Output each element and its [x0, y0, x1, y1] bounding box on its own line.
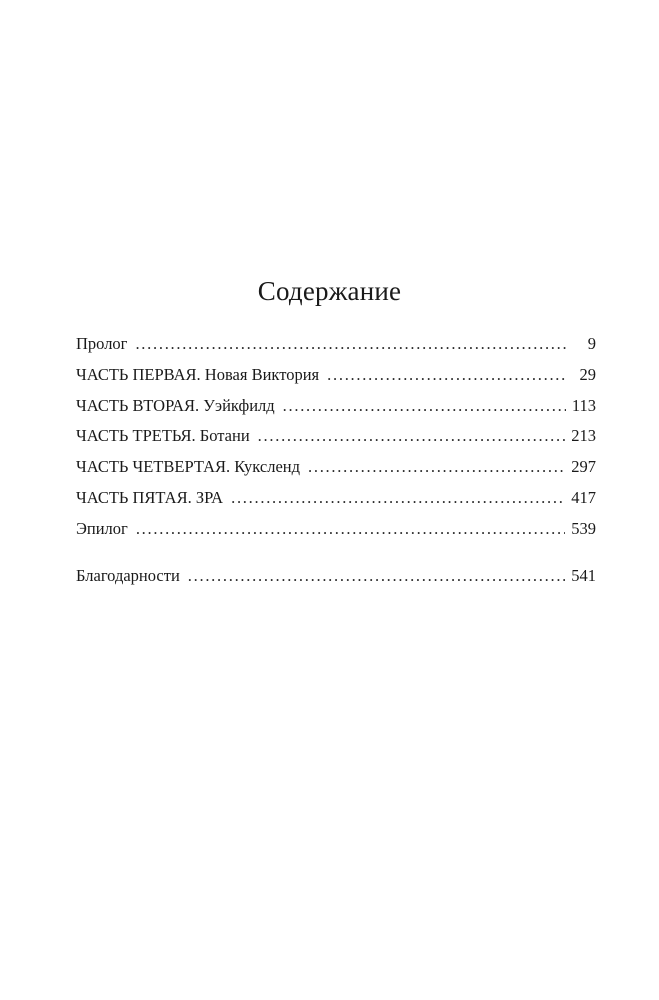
toc-entry-label: Благодарности	[76, 565, 180, 585]
dot-leader	[283, 391, 566, 422]
toc-entry-label: ЧАСТЬ ТРЕТЬЯ. Ботани	[76, 426, 250, 446]
toc-entry-prologue	[76, 329, 596, 360]
page-title: Содержание	[257, 276, 402, 306]
toc-entry-label: Эпилог	[76, 518, 128, 538]
toc-entry-label: ЧАСТЬ ПЕРВАЯ. Новая Виктория	[76, 364, 320, 384]
toc-entry-label: ЧАСТЬ ЧЕТВЕРТАЯ. Куксленд	[76, 457, 300, 477]
toc-entry-label: ЧАСТЬ ВТОРАЯ. Уэйкфилд	[76, 395, 275, 415]
toc-entry-part-two	[76, 391, 596, 422]
dot-leader	[136, 514, 565, 545]
dot-leader	[327, 360, 568, 391]
toc-entry-part-one	[76, 360, 596, 391]
dot-leader	[188, 561, 565, 592]
toc-entry-label: ЧАСТЬ ПЯТАЯ. ЗРА	[76, 487, 224, 507]
dot-leader	[231, 483, 565, 514]
toc-entry-part-three	[76, 421, 596, 452]
toc-entry-acknowledgements	[76, 561, 596, 592]
toc-entry-part-five	[76, 483, 596, 514]
toc-entry-page-number: 539	[571, 518, 596, 538]
toc-entry-page-number: 113	[571, 395, 596, 415]
toc-entry-part-four	[76, 452, 596, 483]
dot-leader	[258, 421, 566, 452]
toc-entry-page-number: 297	[571, 457, 596, 477]
toc-entry-page-number: 213	[571, 426, 596, 446]
toc-entry-page-number: 541	[571, 565, 596, 585]
toc-entry-page-number: 29	[579, 364, 596, 384]
toc-entry-page-number: 9	[587, 334, 596, 353]
dot-leader	[135, 329, 568, 360]
toc-entry-label: Пролог	[76, 334, 128, 353]
toc-entry-epilogue	[76, 514, 596, 545]
table-of-contents	[76, 329, 596, 591]
toc-entry-page-number: 417	[571, 487, 596, 507]
dot-leader	[308, 452, 565, 483]
